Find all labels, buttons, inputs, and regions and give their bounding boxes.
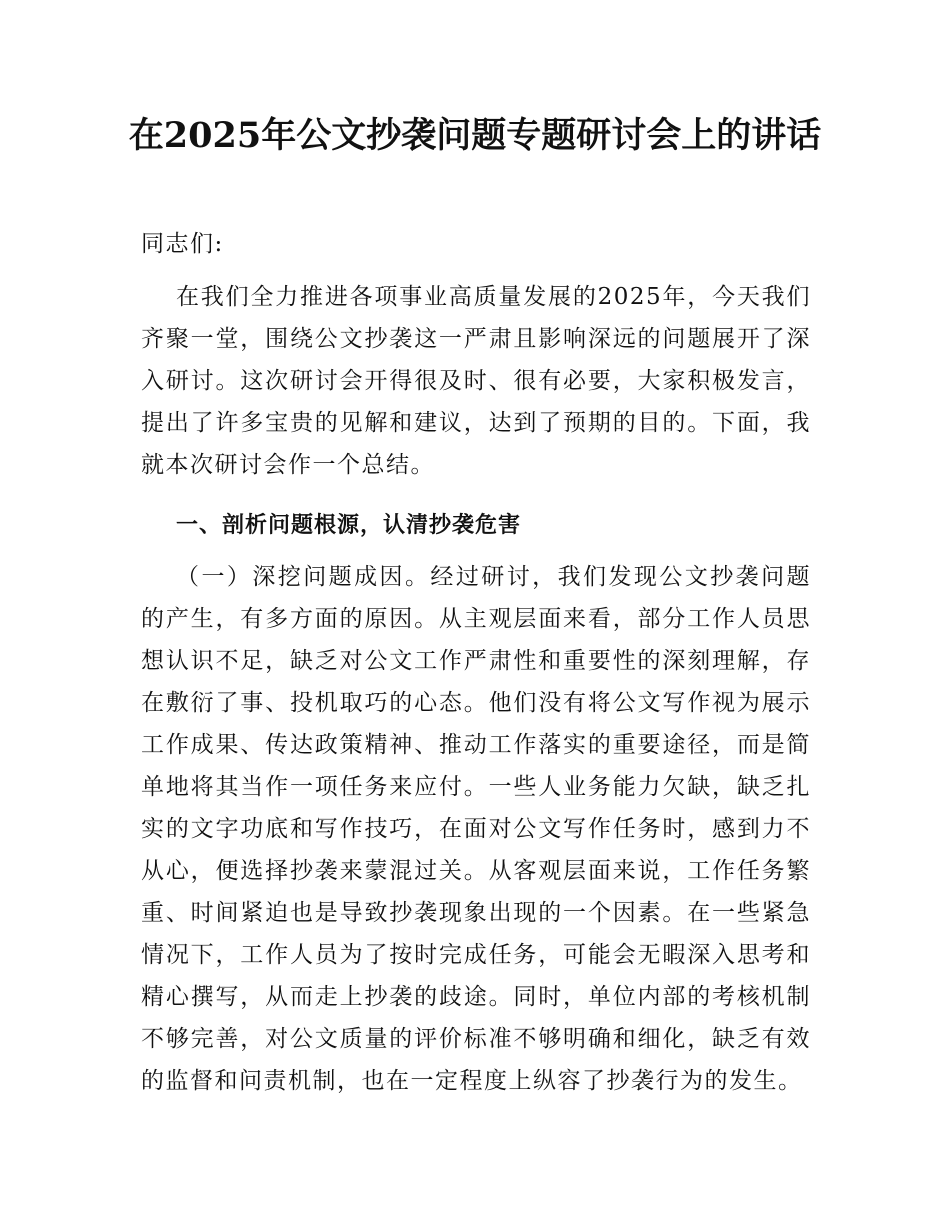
section-paragraph: （一）深挖问题成因。经过研讨，我们发现公文抄袭问题的产生，有多方面的原因。从主观层面来看，部分工作人员思想认识不足，缺乏对公文工作严肃性和重要性的深刻理解，存在敷衍了事、投机取巧的心态。他们没有将公文写作视为展示工作成果、传达政策精神、推动工作落实的重要途径，而是简单地将其当作一项任务来应付。一些人业务能力欠缺，缺乏扎实的文字功底和写作技巧，在面对公文写作任务时，感到力不从心，便选择抄袭来蒙混过关。从客观层面来说，工作任务繁重、时间紧迫也是导致抄袭现象出现的一个因素。在一些紧急情况下，工作人员为了按时完成任务，可能会无暇深入思考和精心撰写，从而走上抄袭的歧途。同时，单位内部的考核机制不够完善，对公文质量的评价标准不够明确和细化，缺乏有效的监督和问责机制，也在一定程度上纵容了抄袭行为的发生。 (141, 564, 811, 1094)
salutation: 同志们: (141, 231, 224, 257)
section-heading: 一、剖析问题根源，认清抄袭危害 (176, 513, 522, 538)
document-title: 在2025年公文抄袭问题专题研讨会上的讲话 (128, 115, 822, 156)
intro-paragraph: 在我们全力推进各项事业高质量发展的2025年，今天我们齐聚一堂，围绕公文抄袭这一严肃且影响深远的问题展开了深入研讨。这次研讨会开得很及时、很有必要，大家积极发言，提出了许多宝贵的见解和建议，达到了预期的目的。下面，我就本次研讨会作一个总结。 (141, 284, 811, 478)
